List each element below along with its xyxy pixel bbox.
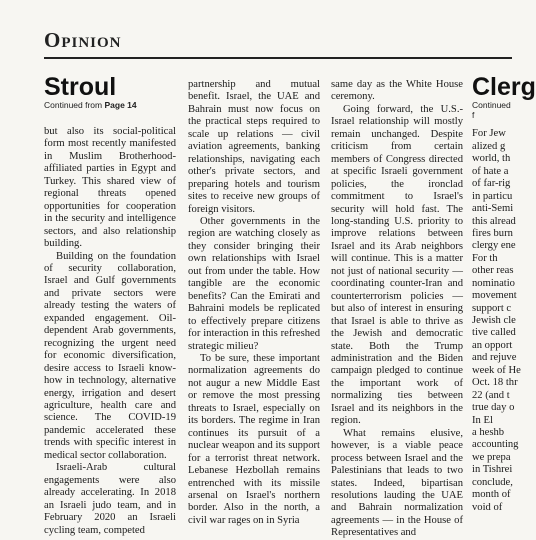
col4-line: a heshb — [472, 426, 505, 438]
col4-line: this alread — [472, 215, 516, 227]
col2-paragraph-2: Other governments in the region are watching closely as they consider bringing their own relationships with Israel out from under the table. How tangible are the economic benefits? Can the Emirati and Bahraini models be replicated to effectively prepare citizens for interaction in this refreshed strategic milieu? — [188, 215, 320, 352]
continued-from — [44, 100, 137, 110]
col4-line: other reas — [472, 265, 514, 277]
col4-line: Jewish cle — [472, 315, 516, 326]
col4-line: movement — [472, 290, 517, 302]
col4-line: anti-Semi — [472, 203, 514, 215]
column-1 — [44, 126, 176, 537]
col4-line: week of He — [472, 364, 521, 376]
col4-line: world, th — [472, 153, 511, 165]
col4-line: tive called — [472, 327, 516, 339]
col4-line: and rejuve — [472, 352, 517, 364]
col3-paragraph-1: same day as the White House ceremony. — [331, 79, 463, 103]
col4-line: clergy ene — [472, 240, 516, 252]
col4-line: support c — [472, 302, 512, 314]
col3-paragraph-2: Going forward, the U.S.-Israel relationship will mostly remain unchanged. Despite criticism from certain members of Congress directed at specific Israeli government policies, the ironclad commitment to Israel's security will hold fast. The long-standing U.S. priority to improve relations between Israel and its Arab neighbors will continue. This is a matter not just of national security — coordinating counter-Iran and counterterrorism policies — but also of interest in ensuring that Israel is able to thrive as the Jewish and democratic state. Both the Trump administration and the Biden campaign pledged to continue the important work of normalizing ties between Israel and its neighbors in the region. — [331, 103, 463, 427]
col4-line: we prepa — [472, 451, 511, 463]
col4-line: fires burn — [472, 227, 513, 239]
col2-paragraph-1: partnership and mutual benefit. Israel, the UAE and Bahrain must now focus on the practical steps required to scale up relations — civil aviation agreements, banking relationships, navigating each other's private sectors, and preparing hotels and tourism sites to receive new groups of foreign visitors. — [188, 79, 320, 215]
col4-line: accounting — [472, 439, 519, 451]
headline-stroul: Stroul — [44, 73, 117, 101]
col4-line — [472, 116, 521, 128]
col4-line: For Jew — [472, 128, 506, 140]
col4-line: For th — [472, 252, 498, 264]
col2-paragraph-3: To be sure, these important normalization agreements do not augur a new Middle East or remove the most pressing threats to Israel, especially on its borders. The regime in Iran continues its pursuit of a nuclear weapon and its support for a terrorist threat network. Lebanese Hezbollah remains entrenched with its missile arsenal on Israel's northern border. Also in the north, a civil war rages on in Syria — [188, 352, 320, 526]
col4-line: an opport — [472, 339, 513, 351]
col1-paragraph-2: Building on the foundation of security collaboration, Israel and Gulf governments and private sectors were already testing the waters of expanded engagement. Oil-dependent Arab governments, recognizing the urgent need for economic diversification, desire access to Israeli know-how in technology, alternative energy, irrigation and desert agriculture, health care and science. The COVID-19 pandemic accelerated these trends with specific interest in medical sector collaboration. — [44, 250, 176, 461]
col4-line: month of — [472, 489, 511, 501]
continued-from-right: Continued f — [472, 100, 511, 120]
col4-line: nominatio — [472, 277, 515, 289]
col4-line: void of — [472, 501, 503, 513]
section-rule — [44, 57, 512, 59]
col1-paragraph-3: Israeli-Arab cultural engagements were also already accelerating. In 2018 an Israeli judo team, and in February 2020 an Israeli cycling team, competed — [44, 462, 176, 536]
col4-line: of far-rig — [472, 178, 511, 190]
col4-line: of hate a — [472, 165, 509, 177]
col3-paragraph-3: What remains elusive, however, is a viable peace process between Israel and the Palestinians that leads to two states. Indeed, bipartisan resolutions lauding the UAE and Bahrain normalization agreements — in the House of Representatives and — [331, 427, 463, 539]
col4-line: In El — [472, 414, 493, 426]
col4-line: alized g — [472, 140, 506, 152]
col1-paragraph-1: but also its social-political form most recently manifested in Muslim Brotherhood-affiliated parties in Egypt and Turkey. This shared view of regional threats opened opportunities for cooperation in the security and intelligence sectors, and also relationship building. — [44, 126, 176, 250]
continued-prefix: Continued from — [44, 100, 105, 110]
col4-line: true day o — [472, 402, 515, 414]
column-3 — [331, 79, 463, 540]
section-title: Opinion — [44, 28, 122, 52]
col4-line: in Tishrei — [472, 464, 513, 476]
column-2 — [188, 79, 320, 527]
col4-line: Oct. 18 thr — [472, 377, 518, 389]
col4-line: 22 (and t — [472, 389, 510, 401]
column-4 — [472, 116, 521, 514]
continued-page[interactable]: Page 14 — [104, 100, 137, 110]
col4-line: in particu — [472, 190, 513, 202]
col4-line: conclude, — [472, 476, 513, 488]
headline-clergy: Clerg — [472, 73, 536, 101]
